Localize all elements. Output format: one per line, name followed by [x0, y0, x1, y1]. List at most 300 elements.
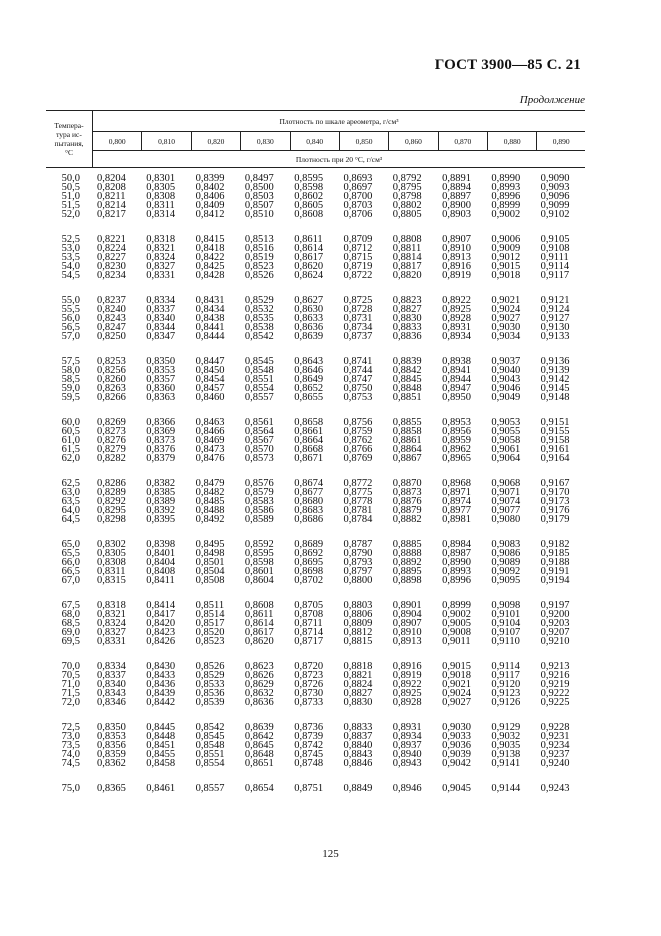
density-cell: 0,8256 [97, 365, 126, 376]
density-cell: 0,8350 [146, 356, 176, 367]
density-cell: 0,8823 [392, 295, 422, 306]
density-cell: 0,8430 [146, 661, 176, 672]
density-cell: 0,8698 [294, 566, 324, 577]
density-cell: 0,8617 [244, 627, 274, 638]
density-cell: 0,9095 [491, 575, 521, 586]
density-cell: 0,9243 [540, 783, 570, 794]
density-cell: 0,8808 [392, 234, 422, 245]
group-spacer [46, 524, 585, 540]
density-cell: 0,8953 [442, 417, 471, 428]
density-cell: 0,8879 [392, 505, 422, 516]
density-cell: 0,8327 [97, 627, 126, 638]
density-cell: 0,9231 [540, 731, 570, 742]
density-cell: 0,8605 [294, 200, 324, 211]
density-cell: 0,9167 [540, 478, 570, 489]
group-spacer [46, 280, 585, 296]
temperature-cell: 75,0 [61, 783, 80, 794]
density-cell: 0,8916 [442, 261, 471, 272]
density-cell: 0,8498 [195, 548, 225, 559]
table-row [46, 515, 585, 524]
density-cell: 0,8418 [195, 243, 225, 254]
density-cell: 0,8433 [146, 670, 176, 681]
density-cell: 0,9011 [442, 636, 471, 647]
density-cell: 0,8450 [195, 365, 225, 376]
density-cell: 0,8941 [442, 365, 471, 376]
temperature-cell: 68,5 [61, 618, 80, 629]
density-cell: 0,8247 [97, 322, 126, 333]
density-cell: 0,8922 [392, 679, 422, 690]
density-cell: 0,8592 [244, 539, 274, 550]
density-cell: 0,8583 [244, 496, 274, 507]
group-spacer [46, 463, 585, 479]
density-cell: 0,8406 [195, 191, 225, 202]
density-cell: 0,8347 [146, 331, 176, 342]
density-cell: 0,9161 [540, 444, 570, 455]
density-cell: 0,8482 [195, 487, 225, 498]
density-cell: 0,8532 [244, 304, 274, 315]
density-cell: 0,8870 [392, 478, 422, 489]
density-cell: 0,8519 [244, 252, 274, 263]
density-cell: 0,8445 [146, 722, 176, 733]
density-cell: 0,8928 [442, 313, 471, 324]
density-cell: 0,8987 [442, 548, 471, 559]
density-cell: 0,8399 [195, 173, 225, 184]
density-cell: 0,9098 [491, 600, 521, 611]
density-cell: 0,8353 [146, 365, 176, 376]
table-row [46, 759, 585, 768]
density-cell: 0,8756 [343, 417, 373, 428]
density-cell: 0,8567 [244, 435, 274, 446]
density-cell: 0,8331 [146, 270, 176, 281]
density-cell: 0,8379 [146, 453, 176, 464]
density-cell: 0,8343 [97, 688, 126, 699]
density-cell: 0,8751 [294, 783, 324, 794]
density-cell: 0,9021 [491, 295, 521, 306]
density-cell: 0,8579 [244, 487, 274, 498]
density-cell: 0,8441 [195, 322, 225, 333]
temperature-cell: 69,0 [61, 627, 80, 638]
density-cell: 0,8501 [195, 557, 225, 568]
density-cell: 0,8737 [343, 331, 373, 342]
density-cell: 0,8692 [294, 548, 324, 559]
density-cell: 0,8633 [294, 313, 324, 324]
density-cell: 0,8833 [392, 322, 422, 333]
density-cell: 0,8409 [195, 200, 225, 211]
density-column-header: 0,850 [339, 132, 388, 151]
table-row [46, 210, 585, 219]
table-row [46, 784, 585, 793]
density-cell: 0,8726 [294, 679, 324, 690]
density-cell: 0,8479 [195, 478, 225, 489]
density-cell: 0,8629 [244, 679, 274, 690]
density-cell: 0,8217 [97, 209, 126, 220]
density-cell: 0,9219 [540, 679, 570, 690]
density-cell: 0,8495 [195, 539, 225, 550]
density-cell: 0,8925 [392, 688, 422, 699]
temperature-cell: 63,5 [61, 496, 80, 507]
temperature-column-header [46, 111, 93, 168]
temperature-cell: 58,5 [61, 374, 80, 385]
density-cell: 0,8529 [195, 670, 225, 681]
density-cell: 0,8624 [294, 270, 324, 281]
density-cell: 0,8977 [442, 505, 471, 516]
density-cell: 0,9155 [540, 426, 570, 437]
density-cell: 0,8420 [146, 618, 176, 629]
group-spacer [46, 646, 585, 662]
density-cell: 0,9104 [491, 618, 521, 629]
density-cell: 0,8946 [392, 783, 422, 794]
density-cell: 0,8551 [244, 374, 274, 385]
density-cell: 0,8747 [343, 374, 373, 385]
density-cell: 0,8542 [244, 331, 274, 342]
density-table-body [46, 174, 585, 793]
temperature-cell: 54,5 [61, 270, 80, 281]
density-cell: 0,8557 [195, 783, 225, 794]
density-cell: 0,8408 [146, 566, 176, 577]
density-cell: 0,9027 [442, 697, 471, 708]
temperature-cell: 59,0 [61, 383, 80, 394]
density-cell: 0,8240 [97, 304, 126, 315]
density-cell: 0,9203 [540, 618, 570, 629]
density-cell: 0,8827 [392, 304, 422, 315]
density-cell: 0,9037 [491, 356, 521, 367]
table-row [46, 576, 585, 585]
density-cell: 0,9136 [540, 356, 570, 367]
density-cell: 0,8604 [244, 575, 274, 586]
temperature-cell: 67,0 [61, 575, 80, 586]
temperature-cell: 68,0 [61, 609, 80, 620]
temperature-cell: 60,0 [61, 417, 80, 428]
density-cell: 0,8627 [294, 295, 324, 306]
density-cell: 0,9108 [540, 243, 570, 254]
density-cell: 0,9176 [540, 505, 570, 516]
density-cell: 0,8324 [146, 252, 176, 263]
density-cell: 0,8827 [343, 688, 373, 699]
density-scale-header: Плотность по шкале ареометра, г/см³ [93, 111, 586, 132]
density-cell: 0,8398 [146, 539, 176, 550]
density-cell: 0,8965 [442, 453, 471, 464]
density-column-header: 0,860 [389, 132, 438, 151]
density-cell: 0,9158 [540, 435, 570, 446]
density-cell: 0,8680 [294, 496, 324, 507]
density-cell: 0,9042 [442, 758, 471, 769]
density-cell: 0,8990 [442, 557, 471, 568]
density-cell: 0,8311 [146, 200, 175, 211]
density-cell: 0,8507 [244, 200, 274, 211]
density-cell: 0,8731 [343, 313, 373, 324]
density-cell: 0,8302 [97, 539, 126, 550]
density-cell: 0,8686 [294, 514, 324, 525]
density-column-header: 0,880 [488, 132, 537, 151]
density-column-header: 0,890 [537, 132, 585, 151]
density-cell: 0,8598 [294, 182, 324, 193]
table-row [46, 271, 585, 280]
density-cell: 0,8950 [442, 392, 471, 403]
density-cell: 0,8793 [343, 557, 373, 568]
density-cell: 0,8626 [244, 670, 274, 681]
density-cell: 0,8548 [244, 365, 274, 376]
density-cell: 0,8492 [195, 514, 225, 525]
density-cell: 0,8526 [195, 661, 225, 672]
density-cell: 0,8438 [195, 313, 225, 324]
density-cell: 0,8708 [294, 609, 324, 620]
density-cell: 0,8956 [442, 426, 471, 437]
temperature-cell: 73,0 [61, 731, 80, 742]
density-cell: 0,8221 [97, 234, 126, 245]
density-cell: 0,8736 [294, 722, 324, 733]
density-cell: 0,8928 [392, 697, 422, 708]
group-spacer [46, 707, 585, 723]
density-cell: 0,8725 [343, 295, 373, 306]
density-cell: 0,8711 [294, 618, 323, 629]
density-cell: 0,8916 [392, 661, 422, 672]
temperature-cell: 57,0 [61, 331, 80, 342]
density-cell: 0,8602 [294, 191, 324, 202]
density-cell: 0,8595 [244, 548, 274, 559]
density-cell: 0,9099 [540, 200, 570, 211]
temperature-cell: 67,5 [61, 600, 80, 611]
density-cell: 0,8940 [392, 749, 422, 760]
group-spacer [46, 585, 585, 601]
density-cell: 0,8318 [146, 234, 176, 245]
density-cell: 0,8476 [195, 453, 225, 464]
density-cell: 0,8971 [442, 487, 471, 498]
density-cell: 0,8913 [392, 636, 422, 647]
density-cell: 0,9117 [491, 670, 520, 681]
density-cell: 0,8308 [146, 191, 176, 202]
temperature-cell: 56,0 [61, 313, 80, 324]
density-cell: 0,8526 [244, 270, 274, 281]
density-cell: 0,8705 [294, 600, 324, 611]
density-cell: 0,8720 [294, 661, 324, 672]
density-cell: 0,8243 [97, 313, 126, 324]
density-cell: 0,8938 [442, 356, 471, 367]
density-cell: 0,8790 [343, 548, 373, 559]
density-cell: 0,9145 [540, 383, 570, 394]
density-cell: 0,8759 [343, 426, 373, 437]
density-cell: 0,8937 [392, 740, 422, 751]
density-cell: 0,8959 [442, 435, 471, 446]
density-cell: 0,9030 [491, 322, 521, 333]
density-cell: 0,9130 [540, 322, 570, 333]
density-cell: 0,8356 [97, 740, 126, 751]
density-cell: 0,8812 [343, 627, 373, 638]
density-cell: 0,8702 [294, 575, 324, 586]
density-cell: 0,8753 [343, 392, 373, 403]
temperature-cell: 55,0 [61, 295, 80, 306]
density-cell: 0,8907 [392, 618, 422, 629]
density-cell: 0,8289 [97, 487, 126, 498]
temperature-cell: 59,5 [61, 392, 80, 403]
density-cell: 0,8523 [244, 261, 274, 272]
density-cell: 0,8620 [244, 636, 274, 647]
density-cell: 0,9138 [491, 749, 521, 760]
density-cell: 0,8820 [392, 270, 422, 281]
density-cell: 0,8314 [146, 209, 176, 220]
density-cell: 0,8706 [343, 209, 373, 220]
density-cell: 0,8895 [392, 566, 422, 577]
density-cell: 0,8843 [343, 749, 373, 760]
density-cell: 0,8473 [195, 444, 225, 455]
density-cell: 0,8830 [392, 313, 422, 324]
density-cell: 0,9234 [540, 740, 570, 751]
density-cell: 0,8269 [97, 417, 126, 428]
density-cell: 0,8787 [343, 539, 373, 550]
density-cell: 0,8301 [146, 173, 176, 184]
density-cell: 0,8404 [146, 557, 176, 568]
density-cell: 0,9053 [491, 417, 521, 428]
density-cell: 0,8674 [294, 478, 324, 489]
density-cell: 0,8516 [244, 243, 274, 254]
density-cell: 0,8208 [97, 182, 126, 193]
density-cell: 0,8539 [195, 697, 225, 708]
density-cell: 0,8617 [294, 252, 324, 263]
temperature-cell: 52,5 [61, 234, 80, 245]
density-cell: 0,8990 [491, 173, 521, 184]
density-cell: 0,9105 [540, 234, 570, 245]
density-cell: 0,8488 [195, 505, 225, 516]
density-cell: 0,8315 [97, 575, 126, 586]
density-cell: 0,9006 [491, 234, 521, 245]
density-cell: 0,8234 [97, 270, 126, 281]
density-cell: 0,8762 [343, 435, 373, 446]
density-cell: 0,9185 [540, 548, 570, 559]
density-cell: 0,8925 [442, 304, 471, 315]
density-cell: 0,8845 [392, 374, 422, 385]
density-cell: 0,8548 [195, 740, 225, 751]
density-cell: 0,8654 [244, 783, 274, 794]
density-cell: 0,8564 [244, 426, 274, 437]
density-cell: 0,9033 [442, 731, 471, 742]
density-cell: 0,9124 [540, 304, 570, 315]
density-cell: 0,8357 [146, 374, 176, 385]
density-cell: 0,9101 [491, 609, 521, 620]
density-cell: 0,8503 [244, 191, 274, 202]
density-cell: 0,9068 [491, 478, 521, 489]
density-cell: 0,8305 [97, 548, 126, 559]
density-cell: 0,8842 [392, 365, 422, 376]
density-cell: 0,8442 [146, 697, 176, 708]
density-cell: 0,8797 [343, 566, 373, 577]
density-cell: 0,8728 [343, 304, 373, 315]
density-cell: 0,8439 [146, 688, 176, 699]
density-cell: 0,9111 [540, 252, 569, 263]
density-cell: 0,9018 [491, 270, 521, 281]
density-cell: 0,8712 [343, 243, 373, 254]
density-cell: 0,8376 [146, 444, 176, 455]
temperature-cell: 51,0 [61, 191, 80, 202]
density-cell: 0,9018 [442, 670, 471, 681]
density-cell: 0,8292 [97, 496, 126, 507]
density-cell: 0,8529 [244, 295, 274, 306]
density-cell: 0,9015 [491, 261, 521, 272]
density-cell: 0,8693 [343, 173, 373, 184]
density-cell: 0,8695 [294, 557, 324, 568]
density-cell: 0,9074 [491, 496, 521, 507]
density-cell: 0,8643 [294, 356, 324, 367]
density-cell: 0,9107 [491, 627, 521, 638]
density-cell: 0,8803 [343, 600, 373, 611]
temperature-cell: 54,0 [61, 261, 80, 272]
density-cell: 0,9213 [540, 661, 570, 672]
density-cell: 0,9133 [540, 331, 570, 342]
temperature-cell: 72,0 [61, 697, 80, 708]
density-cell: 0,8623 [244, 661, 274, 672]
density-cell: 0,9126 [491, 697, 521, 708]
density-cell: 0,9164 [540, 453, 570, 464]
density-cell: 0,9225 [540, 697, 570, 708]
density-cell: 0,8876 [392, 496, 422, 507]
density-cell: 0,8873 [392, 487, 422, 498]
density-cell: 0,8469 [195, 435, 225, 446]
density-cell: 0,8545 [244, 356, 274, 367]
temperature-cell: 73,5 [61, 740, 80, 751]
density-cell: 0,8833 [343, 722, 373, 733]
density-column-header: 0,820 [191, 132, 240, 151]
density-cell: 0,8931 [442, 322, 471, 333]
temperature-cell: 71,5 [61, 688, 80, 699]
temperature-cell: 53,0 [61, 243, 80, 254]
density-cell: 0,8353 [97, 731, 126, 742]
density-cell: 0,8984 [442, 539, 471, 550]
density-cell: 0,8337 [146, 304, 176, 315]
temperature-cell: 74,0 [61, 749, 80, 760]
density-cell: 0,8723 [294, 670, 324, 681]
density-cell: 0,8697 [343, 182, 373, 193]
density-cell: 0,8535 [244, 313, 274, 324]
temperature-header-text: Темпера- тура ис- пытания, °С [54, 121, 84, 157]
density-cell: 0,8237 [97, 295, 126, 306]
continuation-label: Продолжение [519, 94, 585, 106]
density-cell: 0,8814 [392, 252, 422, 263]
density-cell: 0,9179 [540, 514, 570, 525]
density-cell: 0,8642 [244, 731, 274, 742]
density-column-header: 0,840 [290, 132, 339, 151]
density-cell: 0,8455 [146, 749, 176, 760]
temperature-cell: 66,5 [61, 566, 80, 577]
density-cell: 0,8227 [97, 252, 126, 263]
density-cell: 0,8745 [294, 749, 324, 760]
density-cell: 0,8636 [244, 697, 274, 708]
density-cell: 0,8557 [244, 392, 274, 403]
density-cell: 0,9009 [491, 243, 521, 254]
density-cell: 0,9061 [491, 444, 521, 455]
density-cell: 0,8630 [294, 304, 324, 315]
density-cell: 0,8414 [146, 600, 176, 611]
density-cell: 0,8968 [442, 478, 471, 489]
temperature-cell: 61,5 [61, 444, 80, 455]
density-cell: 0,8898 [392, 575, 422, 586]
density-cell: 0,9240 [540, 758, 570, 769]
density-cell: 0,8910 [392, 627, 422, 638]
density-cell: 0,8649 [294, 374, 324, 385]
density-cell: 0,8334 [97, 661, 126, 672]
density-cell: 0,8730 [294, 688, 324, 699]
density-cell: 0,8523 [195, 636, 225, 647]
density-cell: 0,8273 [97, 426, 126, 437]
density-cell: 0,8334 [146, 295, 176, 306]
density-cell: 0,8802 [392, 200, 422, 211]
density-cell: 0,9200 [540, 609, 570, 620]
density-cell: 0,8211 [97, 191, 126, 202]
density-cell: 0,9222 [540, 688, 570, 699]
density-column-header: 0,830 [241, 132, 290, 151]
density-cell: 0,9228 [540, 722, 570, 733]
density-cell: 0,9002 [442, 609, 471, 620]
density-cell: 0,8423 [146, 627, 176, 638]
density-cell: 0,8460 [195, 392, 225, 403]
density-cell: 0,8561 [244, 417, 274, 428]
